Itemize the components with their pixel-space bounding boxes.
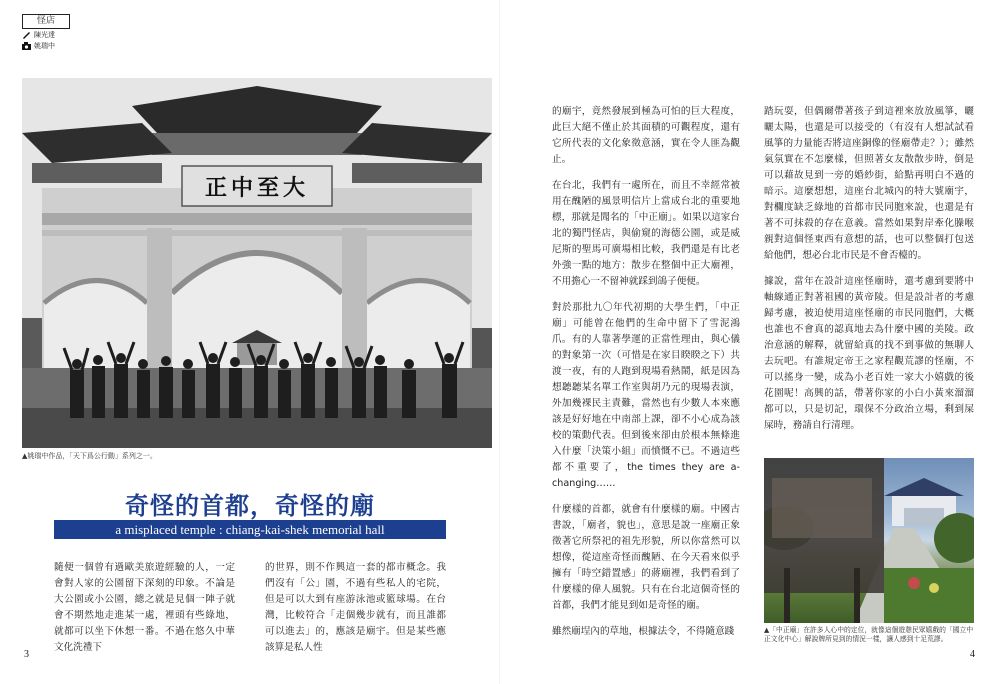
- paragraph: 什麼樣的首都，就會有什麼樣的廟。中國古書說，「廟者，貌也」，意思是說一座廟正象徵著它所祭祀的祖先形貌，所以你當然可以想像，從這座奇怪而醜陋、在今天看來似乎擁有「時空錯置感」的蔣廟裡，我們看到了什麼樣的偉人風貌。只有在台北這個奇怪的首都，我們才能見到如是奇怪的廟。: [552, 504, 740, 611]
- paragraph: 踏玩耍，但偶爾帶著孩子到這裡來放放風箏，曬曬太陽，也還是可以接受的（有沒有人想試試看風箏的力量能否將這座銅像的怪廟帶走？）；雖然氣氛實在不怎麼樣，但照著女友散散步時，倒是可以藉故見到一旁的婚紗街，給點再明白不過的暗示。這麼想想，這座台北城內的特大號廟宇，對欄度缺乏綠地的首都市民同胞來說，也還是有著不可抹殺的存在意義。當然如果對岸牽化臊喉親對這個怪東西有意想的話，也可以整個打包送給他們，想必台北市民是不會否檯的。: [764, 106, 974, 261]
- right-column-2: [764, 104, 974, 434]
- writer-name: 陳光達: [34, 31, 55, 39]
- section-label: 怪店: [22, 14, 70, 29]
- right-page: [500, 0, 1000, 684]
- page-number-left: 3: [24, 649, 29, 660]
- gate-plaque-text: 正中至大: [204, 175, 310, 201]
- writer-credit: [22, 30, 55, 40]
- page-number-right: 4: [970, 649, 975, 660]
- right-column-1: [552, 104, 740, 640]
- memorial-sign-photo: [764, 458, 974, 623]
- article-subtitle: a misplaced temple : chiang-kai-shek memorial hall: [54, 520, 446, 539]
- left-column-2: [265, 560, 446, 656]
- paragraph: 雖然廟埕內的草地，根據法令，不得隨意踐: [552, 626, 735, 637]
- memorial-gate-photo: [22, 78, 492, 448]
- paragraph: 的世界，則不作興這一套的都市概念。我們沒有「公」園，不過有些私人的宅院，但是可以大到有座游泳池或籃球場。在台灣，比較符合「走個幾步就有，而且誰都可以進去」的，應該是廟宇。但是某些應該算是私人性: [265, 562, 446, 653]
- left-column-1: [54, 560, 235, 656]
- article-title: 奇怪的首都，奇怪的廟: [125, 491, 375, 520]
- paragraph: 隨便一個曾有過歐美旅遊經驗的人，一定會對人家的公園留下深刻的印象。不論是大公園或小公園，總之就是見個一陣子就會不期然地走進某一處，裡頭有些綠地，就都可以坐下休想一番。不過在悠久中華文化洗禮下: [54, 562, 235, 653]
- photo-caption: ▲「中正廟」在許多人心中的定位，就像這個遊憩民眾嬉戲的「國立中正文化中心」解說牌所見到的情況一樣，讓人感到十足荒謬。: [764, 626, 974, 643]
- paragraph: 對於那批九〇年代初期的大學生們，「中正廟」可能曾在他們的生命中留下了雪泥鴻爪。有的人靠著學運的正當性理由，與心儀的對象第一次（可惜是在家目睽睽之下）共渡一夜，有的人跑到現場看熱鬧，紙是因為想聽聽某名單工作室與胡乃元的現場表演，外加幾裸民主責難，當然也有少數人本來應該是好好地在中南部上課，卻不小心成為該校的策動代表。但到後來卻由於根本無條進入什麼「決策小組」而憤慨不已。不過這些都不重要了，the times they are a-changing……: [552, 302, 740, 489]
- paragraph: 的廟宇，竟然發展到極為可怕的巨大程度，此巨大絕不僅止於其面積的可觀程度，還有它所代表的文化象徵意涵，實在令人匪為觀止。: [552, 106, 740, 165]
- photographer-credit: [22, 41, 55, 51]
- paragraph: 在台北，我們有一處所在，而且不幸經常被用在醜陋的風景明信片上當成台北的重要地標，那就是聞名的「中正廟」。如果以這家台北的獨門怪店，與偷窺的海德公園，或是威尼斯的聖馬可廣場相比較，我們還是有比老外強一點的地方：散步在整個中正大廟裡，不用擔心一不留神就踩到鴿子便便。: [552, 180, 740, 287]
- paragraph: 據說，當年在設計這座怪廟時，還考慮到要將中軸線通正對著祖國的黃帝陵。但是設計者的考慮歸考慮，被迫使用這座怪廟的市民同胞們，大概也誰也不會真的認真地去為什麼中國的美陵。政治意涵的解釋，就留給真的找不到事做的無聊人去玩吧。有誰規定帝王之家程觀荒謬的怪廟，不可以搖身一變，成為小老百姓一家大小嬉戲的後花園呢！高興的話，帶著你家的小白小黃來溜溜都可以，只是切記，環保不分政治立場，剩到屎屎時，務請自行清理。: [764, 276, 974, 431]
- photographer-name: 姚瑞中: [34, 42, 55, 50]
- photo-caption: ▲姚瑞中作品，「天下爲公行動」系列之一。: [22, 452, 157, 460]
- camera-icon: [22, 42, 31, 50]
- pen-icon: [22, 31, 31, 39]
